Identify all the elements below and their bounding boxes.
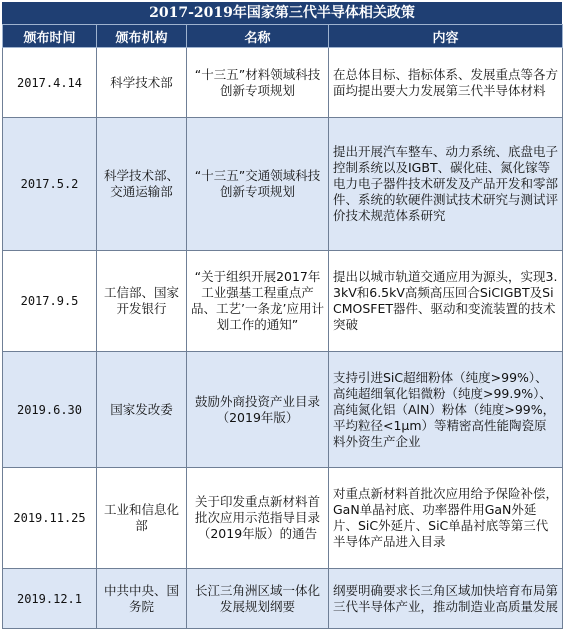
cell-agency: 科学技术部 <box>97 48 187 118</box>
cell-name: “十三五”材料领域科技创新专项规划 <box>187 48 329 118</box>
cell-agency: 中共中央、国务院 <box>97 569 187 629</box>
cell-agency: 工信部、国家开发银行 <box>97 251 187 352</box>
table-title: 2017-2019年国家第三代半导体相关政策 <box>2 2 562 24</box>
header-agency: 颁布机构 <box>97 25 187 48</box>
cell-name: 鼓励外商投资产业目录（2019年版） <box>187 352 329 468</box>
cell-date: 2017.9.5 <box>3 251 97 352</box>
table-row <box>3 569 563 629</box>
cell-name: 长江三角洲区域一体化发展规划纲要 <box>187 569 329 629</box>
cell-agency: 国家发改委 <box>97 352 187 468</box>
table-row <box>3 48 563 118</box>
table-row <box>3 352 563 468</box>
header-date: 颁布时间 <box>3 25 97 48</box>
policy-table-container <box>2 2 562 629</box>
table-row <box>3 251 563 352</box>
table-row <box>3 118 563 251</box>
cell-content: 纲要明确要求长三角区域加快培育布局第三代半导体产业，推动制造业高质量发展 <box>329 569 563 629</box>
cell-name: 关于印发重点新材料首批次应用示范指导目录（2019年版）的通告 <box>187 468 329 569</box>
cell-agency: 科学技术部、交通运输部 <box>97 118 187 251</box>
cell-date: 2019.12.1 <box>3 569 97 629</box>
cell-date: 2019.6.30 <box>3 352 97 468</box>
table-row <box>3 468 563 569</box>
cell-date: 2019.11.25 <box>3 468 97 569</box>
cell-name: “十三五”交通领域科技创新专项规划 <box>187 118 329 251</box>
cell-date: 2017.5.2 <box>3 118 97 251</box>
cell-content: 对重点新材料首批次应用给予保险补偿，GaN单晶衬底、功率器件用GaN外延片、SiC外延片、SiC单晶衬底等第三代半导体产品进入目录 <box>329 468 563 569</box>
cell-content: 支持引进SiC超细粉体（纯度>99%）、高纯超细氧化铝微粉（纯度>99.9%）、高纯氮化铝（AlN）粉体（纯度>99%，平均粒径<1μm）等精密高性能陶瓷原料外资生产企业 <box>329 352 563 468</box>
header-content: 内容 <box>329 25 563 48</box>
cell-content: 在总体目标、指标体系、发展重点等各方面均提出要大力发展第三代半导体材料 <box>329 48 563 118</box>
header-name: 名称 <box>187 25 329 48</box>
cell-name: “关于组织开展2017年工业强基工程重点产品、工艺’一条龙’应用计划工作的通知” <box>187 251 329 352</box>
cell-content: 提出以城市轨道交通应用为源头，实现3.3kV和6.5kV高频高压回合SiCIGBT及SiCMOSFET器件、驱动和变流装置的技术突破 <box>329 251 563 352</box>
cell-content: 提出开展汽车整车、动力系统、底盘电子控制系统以及IGBT、碳化硅、氮化镓等电力电子器件技术研发及产品开发和零部件、系统的软硬件测试技术研究与测试评价技术规范体系研究 <box>329 118 563 251</box>
policy-table <box>2 24 563 629</box>
cell-date: 2017.4.14 <box>3 48 97 118</box>
header-row <box>3 25 563 48</box>
cell-agency: 工业和信息化部 <box>97 468 187 569</box>
